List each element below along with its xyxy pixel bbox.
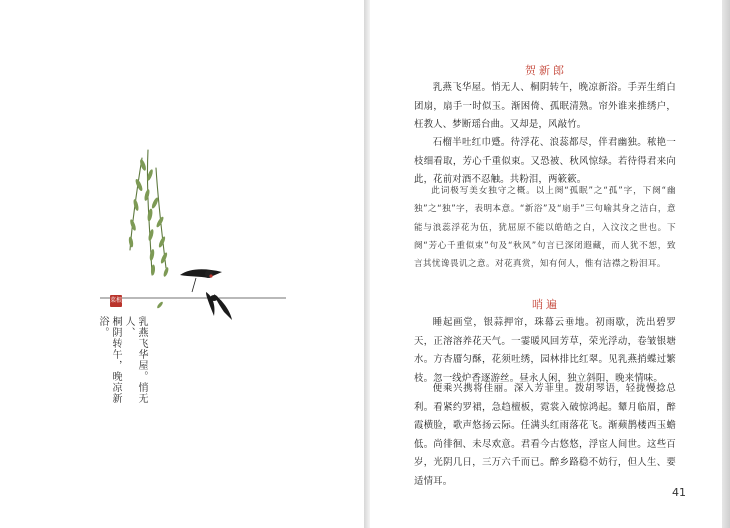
swallow-perched-icon bbox=[180, 269, 222, 292]
willow-branches-icon bbox=[130, 150, 166, 275]
vertical-poem-line-1: 乳燕飞华屋。悄无人、 bbox=[123, 316, 147, 404]
left-page bbox=[0, 0, 364, 528]
poem-paragraph-1: 乳燕飞华屋。悄无人、桐阴转午，晚凉新浴。手弄生绡白团扇，扇手一时似玉。渐困倚、孤眠清熟。帘外谁来推绣户，枉教人、梦断瑶台曲。又却是，风敲竹。 bbox=[414, 82, 676, 130]
section-title-he-xin-lang: 贺新郎 bbox=[525, 64, 567, 77]
right-page bbox=[370, 0, 722, 528]
poem-paragraph-3: 睡起画堂，银蒜押帘，珠幕云垂地。初雨歇，洗出碧罗天，正溶溶养花天气。一霎暖风回芳草，荣光浮动，卷皱银塘水。方杏靥匀酥，花须吐绣，园林排比红翠。见乳燕捎蝶过繁枝。忽一线炉香逐游丝。昼永人闲，独立斜阳，晚来情味。 bbox=[414, 317, 676, 384]
swallow-flying-icon bbox=[206, 292, 232, 320]
red-seal-stamp: 菜根 bbox=[110, 295, 122, 307]
page-number: 41 bbox=[672, 486, 686, 499]
vertical-poem-line-2: 桐阴转午，晚凉新浴。 bbox=[97, 316, 121, 404]
ink-painting-illustration bbox=[0, 0, 364, 528]
commentary-note: 此词极写美女独守之概。以上阕“孤眠”之“孤”字，下阕“幽独”之“独”字，表明本意。“新浴”及“扇手”三句喻其身之洁白，意能与浪蕊浮花为伍，犹屈原不能以皓皓之白，入汶汶之世也。下阕“芳心千重似束”句及“秋风”句言已深闭遐藏，而人犹不恕，致言其忧谗畏讥之意。对花真赏，知有何人，惟有洁襟之粉泪耳。 bbox=[414, 186, 676, 270]
vertical-poem bbox=[96, 316, 148, 406]
poem-paragraph-2: 石榴半吐红巾蹙。待浮花、浪蕊都尽，伴君幽独。秾艳一枝细看取，芳心千重似束。又恐被、秋风惊绿。若待得君来向此，花前对酒不忍触。共粉泪，两簌簌。 bbox=[414, 137, 676, 185]
page-edge-shadow bbox=[722, 0, 730, 528]
section-title-shao-bian: 哨遍 bbox=[532, 298, 560, 311]
willow-leaves-icon bbox=[128, 159, 169, 309]
poem-paragraph-4: 便乘兴携将佳丽。深入芳菲里。拨胡琴语，轻拢慢捻总利。看紧约罗裙，急趋檀板，霓裳入破惊鸿起。颦月临眉，醉霞横脸，歌声悠扬云际。任满头红雨落花飞。渐𬞟鹊楼西玉蟾低。尚徘徊、未尽欢意。君看今古悠悠，浮宦人间世。这些百岁，光阴几日，三万六千而已。醉乡路稳不妨行，但人生、要适情耳。 bbox=[414, 383, 676, 487]
